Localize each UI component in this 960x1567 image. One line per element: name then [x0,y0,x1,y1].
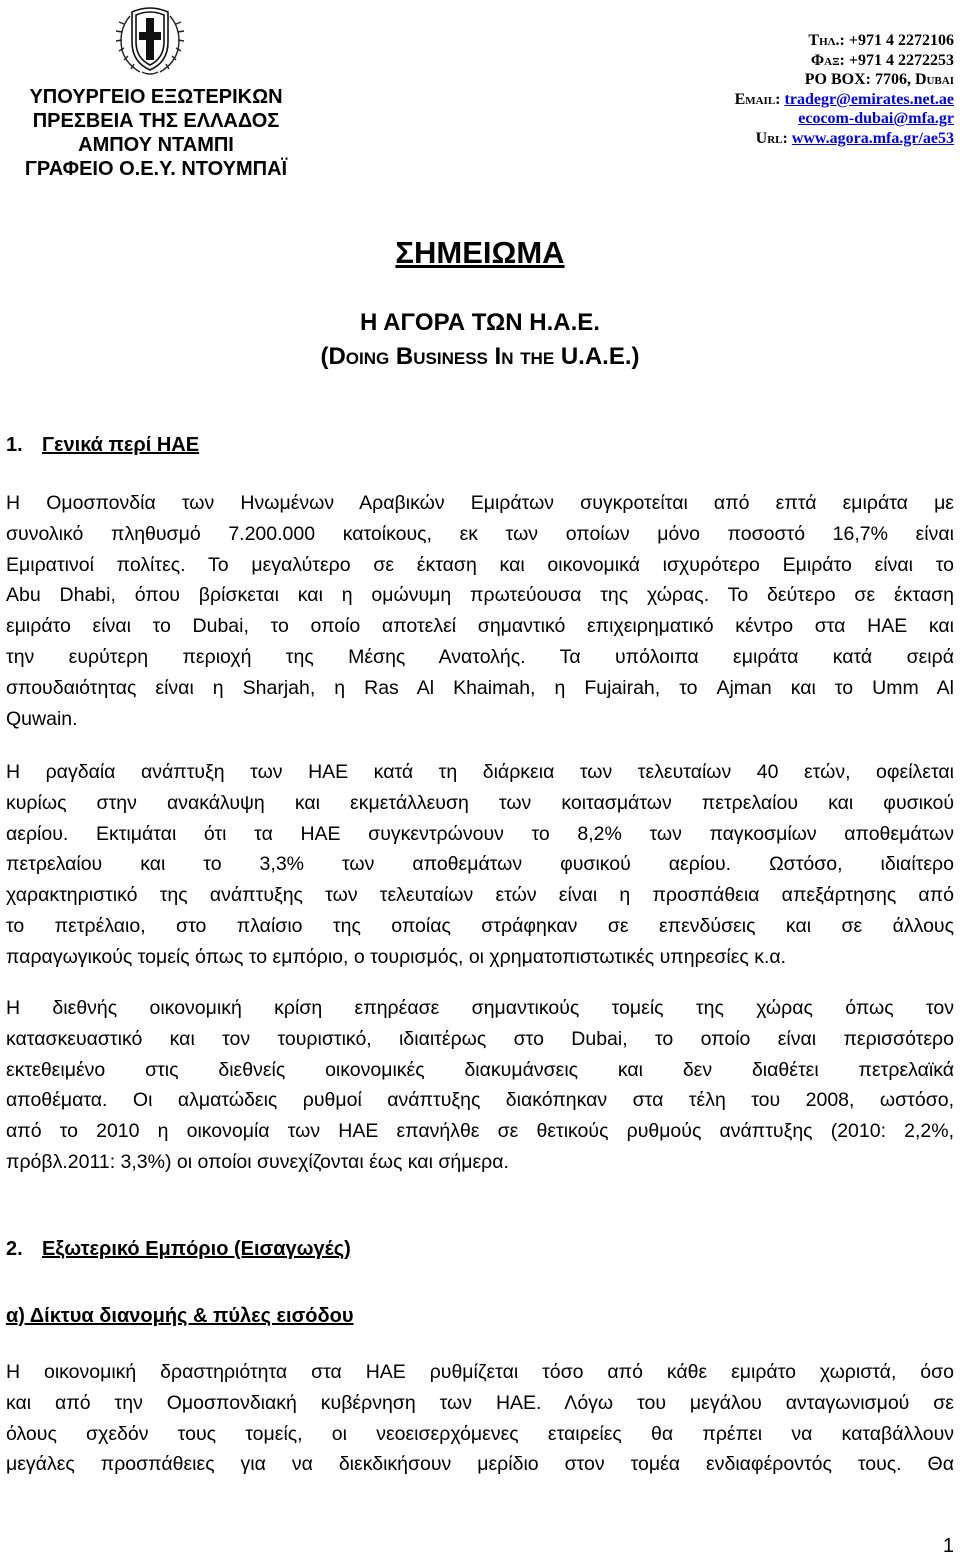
section-title: Γενικά περί ΗΑΕ [42,434,200,456]
subtitle-english-text: (Doing Business In the U.A.E.) [320,343,640,370]
text-line: Η οικονομική δραστηριότητα στα ΗΑΕ ρυθμίζεται τόσο από κάθε εμιράτο χωριστά, όσο [6,1361,954,1383]
text-line: το πετρέλαιο, στο πλαίσιο της οποίας στράφηκαν σε επενδύσεις και σε άλλους [6,914,954,937]
ministry-line: ΠΡΕΣΒΕΙΑ ΤΗΣ ΕΛΛΑΔΟΣ [32,110,280,132]
text-line: κατασκευαστικό και τον τουριστικό, ιδιαιτέρως στο Dubai, το οποίο είναι περισσότερο [6,1027,954,1050]
section-number: 2. [6,1238,23,1260]
text-line: από το 2010 η οικονομία των ΗΑΕ επανήλθε σε θετικούς ρυθμούς ανάπτυξης (2010: 2,2%, [6,1120,954,1143]
text-line: όλους σχεδόν τους τομείς, οι νεοεισερχόμενες εταιρείες θα πρέπει να καταβάλλουν [6,1422,954,1445]
email-link-2[interactable]: ecocom-dubai@mfa.gr [798,110,954,128]
page-number: 1 [942,1535,954,1557]
text-line: κυρίως στην ανακάλυψη και εκμετάλλευση των κοιτασμάτων πετρελαίου και φυσικού [6,791,954,814]
greek-coat-of-arms-icon [112,2,188,78]
text-line: πετρελαίου και το 3,3% των αποθεμάτων φυσικού αερίου. Ωστόσο, ιδιαίτερο [6,853,954,876]
subsection-title: α) Δίκτυα διανομής & πύλες εισόδου [6,1305,354,1327]
tel-label: Τηλ.: [808,32,845,49]
ministry-line: ΥΠΟΥΡΓΕΙΟ ΕΞΩΤΕΡΙΚΩΝ [29,86,283,108]
text-line: Η Ομοσπονδία των Ηνωμένων Αραβικών Εμιράτων συγκροτείται από επτά εμιράτα με [6,492,954,514]
paragraph [6,993,954,1178]
subsection-heading [6,1305,353,1328]
text-line: Η διεθνής οικονομική κρίση επηρέασε σημαντικούς τομείς της χώρας όπως τον [6,997,954,1019]
text-line: χαρακτηριστικό της ανάπτυξης των τελευταίων ετών είναι η προσπάθεια απεξάρτησης από [6,884,954,907]
paragraph [6,1357,954,1480]
email-label: Email: [734,90,781,108]
section-title: Εξωτερικό Εμπόριο (Εισαγωγές) [42,1238,351,1260]
text-line: αερίου. Εκτιμάται ότι τα ΗΑΕ συγκεντρώνουν το 8,2% των παγκοσμίων αποθεμάτων [6,822,954,845]
po-box: PO BOX: 7706, [804,71,911,89]
paragraph [6,757,954,973]
contact-url [735,129,954,149]
text-line: Abu Dhabi, όπου βρίσκεται και η ομώνυμη πρωτεύουσα της χώρας. Το δεύτερο σε έκταση [6,584,954,607]
text-line: εκτεθειμένο στις διεθνείς οικονομικές διακυμάνσεις και δεν διαθέτει πετρελαϊκά [6,1058,954,1081]
ministry-line: ΑΜΠΟΥ ΝΤΑΜΠΙ [78,134,234,156]
contact-email-2 [735,109,954,129]
fax-label: Φαξ: [810,51,845,69]
url-link[interactable]: www.agora.mfa.gr/ae53 [791,129,954,147]
text-line: την ευρύτερη περιοχή της Μέσης Ανατολής. Τα υπόλοιπα εμιράτα κατά σειρά [6,645,954,668]
contact-fax [735,51,954,71]
document-title: ΣΗΜΕΙΩΜΑ [395,235,565,270]
section-2-heading [6,1238,351,1261]
fax-value: +971 4 2272253 [848,51,954,69]
url-label: Url: [755,129,788,147]
text-line: εμιράτο είναι το Dubai, το οποίο αποτελεί σημαντικό επιχειρηματικό κέντρο στα ΗΑΕ και [6,615,954,638]
document-subtitle: Η ΑΓΟΡΑ ΤΩΝ Η.Α.Ε. [360,309,600,336]
text-line: Quwain. [6,707,78,730]
ministry-line: ΓΡΑΦΕΙΟ Ο.Ε.Υ. ΝΤΟΥΜΠΑΪ [24,158,288,180]
paragraph [6,488,954,734]
text-line: αποθέματα. Οι αλματώδεις ρυθμοί ανάπτυξης διακόπηκαν στα τέλη του 2008, ωστόσο, [6,1089,954,1112]
contact-tel [735,31,954,51]
section-number: 1. [6,434,23,456]
document-subtitle-english [0,343,960,371]
email-link-1[interactable]: tradegr@emirates.net.ae [784,90,954,108]
text-line: πρόβλ.2011: 3,3%) οι οποίοι συνεχίζονται έως και σήμερα. [6,1150,509,1173]
contact-block [735,31,954,149]
text-line: Εμιρατινοί πολίτες. Το μεγαλύτερο σε έκταση και οικονομικά ισχυρότερο Εμιράτο είναι το [6,553,954,576]
text-line: συνολικό πληθυσμό 7.200.000 κατοίκους, εκ των οποίων μόνο ποσοστό 16,7% είναι [6,522,954,545]
contact-email [735,90,954,110]
tel-value: +971 4 2272106 [848,32,954,49]
text-line: Η ραγδαία ανάπτυξη των ΗΑΕ κατά τη διάρκεια των τελευταίων 40 ετών, οφείλεται [6,761,954,783]
section-1-heading [6,434,199,457]
text-line: και από την Ομοσπονδιακή κυβέρνηση των ΗΑΕ. Λόγω του μεγάλου ανταγωνισμού σε [6,1391,954,1414]
city: Dubai [914,71,954,89]
text-line: παραγωγικούς τομείς όπως το εμπόριο, ο τουρισμός, οι χρηματοπιστωτικές υπηρεσίες κ.α. [6,945,787,968]
ministry-header [6,85,306,181]
contact-pobox [735,70,954,90]
text-line: σπουδαιότητας είναι η Sharjah, η Ras Al Khaimah, η Fujairah, το Ajman και το Umm Al [6,676,954,699]
text-line: μεγάλες προσπάθειες για να διεκδικήσουν μερίδιο στον τομέα ενδιαφέροντός τους. Θα [6,1453,954,1476]
